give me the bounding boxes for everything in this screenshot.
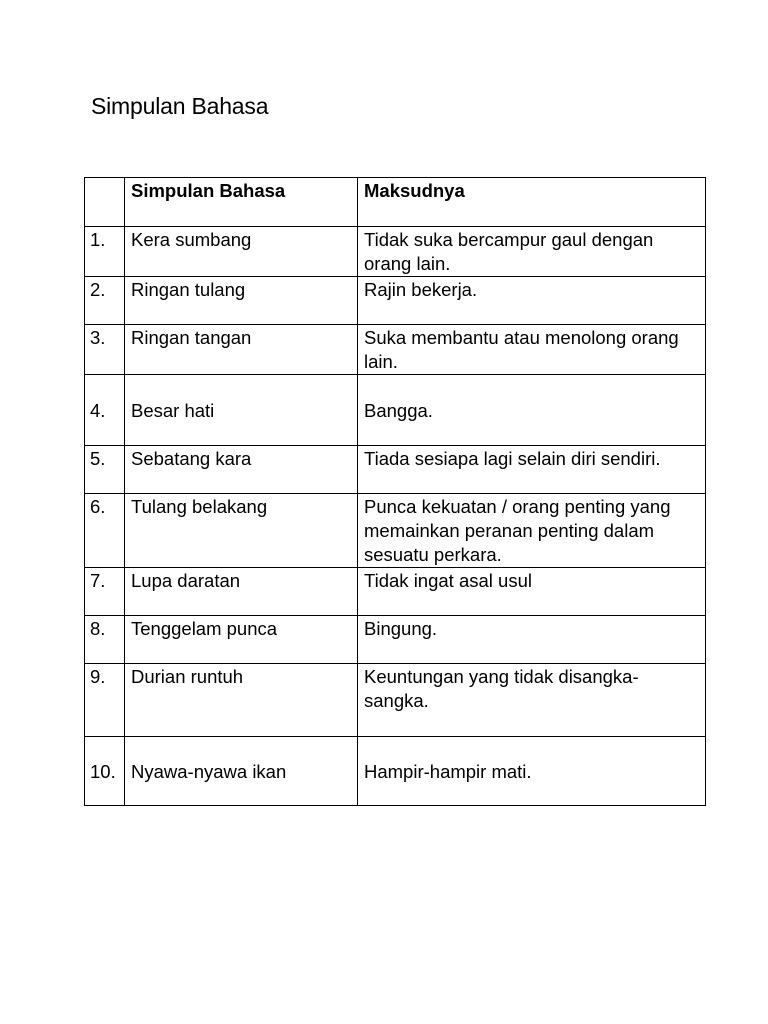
row-idiom: Kera sumbang (125, 227, 358, 277)
row-meaning: Tidak ingat asal usul (358, 568, 706, 616)
row-idiom: Tenggelam punca (125, 616, 358, 664)
row-number: 4. (85, 375, 125, 446)
table-row (85, 494, 706, 568)
row-number: 2. (85, 277, 125, 325)
row-meaning: Tiada sesiapa lagi selain diri sendiri. (358, 446, 706, 494)
header-idiom: Simpulan Bahasa (125, 178, 358, 227)
row-idiom: Ringan tangan (125, 325, 358, 375)
table-row (85, 277, 706, 325)
table-row (85, 375, 706, 446)
row-number: 3. (85, 325, 125, 375)
table-row (85, 664, 706, 737)
row-idiom: Nyawa-nyawa ikan (125, 737, 358, 806)
row-number: 9. (85, 664, 125, 737)
row-meaning: Punca kekuatan / orang penting yang memainkan peranan penting dalam sesuatu perkara. (358, 494, 706, 568)
table-header-row (85, 178, 706, 227)
row-idiom: Lupa daratan (125, 568, 358, 616)
row-meaning: Rajin bekerja. (358, 277, 706, 325)
row-meaning: Keuntungan yang tidak disangka-sangka. (358, 664, 706, 737)
table-row (85, 737, 706, 806)
row-meaning: Suka membantu atau menolong orang lain. (358, 325, 706, 375)
row-meaning: Bingung. (358, 616, 706, 664)
page-title: Simpulan Bahasa (91, 93, 269, 119)
table-row (85, 446, 706, 494)
header-meaning: Maksudnya (358, 178, 706, 227)
row-number: 7. (85, 568, 125, 616)
idiom-table (84, 177, 706, 806)
row-idiom: Ringan tulang (125, 277, 358, 325)
row-number: 8. (85, 616, 125, 664)
row-meaning: Hampir-hampir mati. (358, 737, 706, 806)
row-meaning: Bangga. (358, 375, 706, 446)
table-row (85, 227, 706, 277)
header-number (85, 178, 125, 227)
row-meaning: Tidak suka bercampur gaul dengan orang lain. (358, 227, 706, 277)
table-row (85, 616, 706, 664)
row-number: 10. (85, 737, 125, 806)
row-idiom: Durian runtuh (125, 664, 358, 737)
row-number: 1. (85, 227, 125, 277)
table-row (85, 325, 706, 375)
row-idiom: Besar hati (125, 375, 358, 446)
row-number: 6. (85, 494, 125, 568)
row-idiom: Sebatang kara (125, 446, 358, 494)
row-number: 5. (85, 446, 125, 494)
table-row (85, 568, 706, 616)
row-idiom: Tulang belakang (125, 494, 358, 568)
